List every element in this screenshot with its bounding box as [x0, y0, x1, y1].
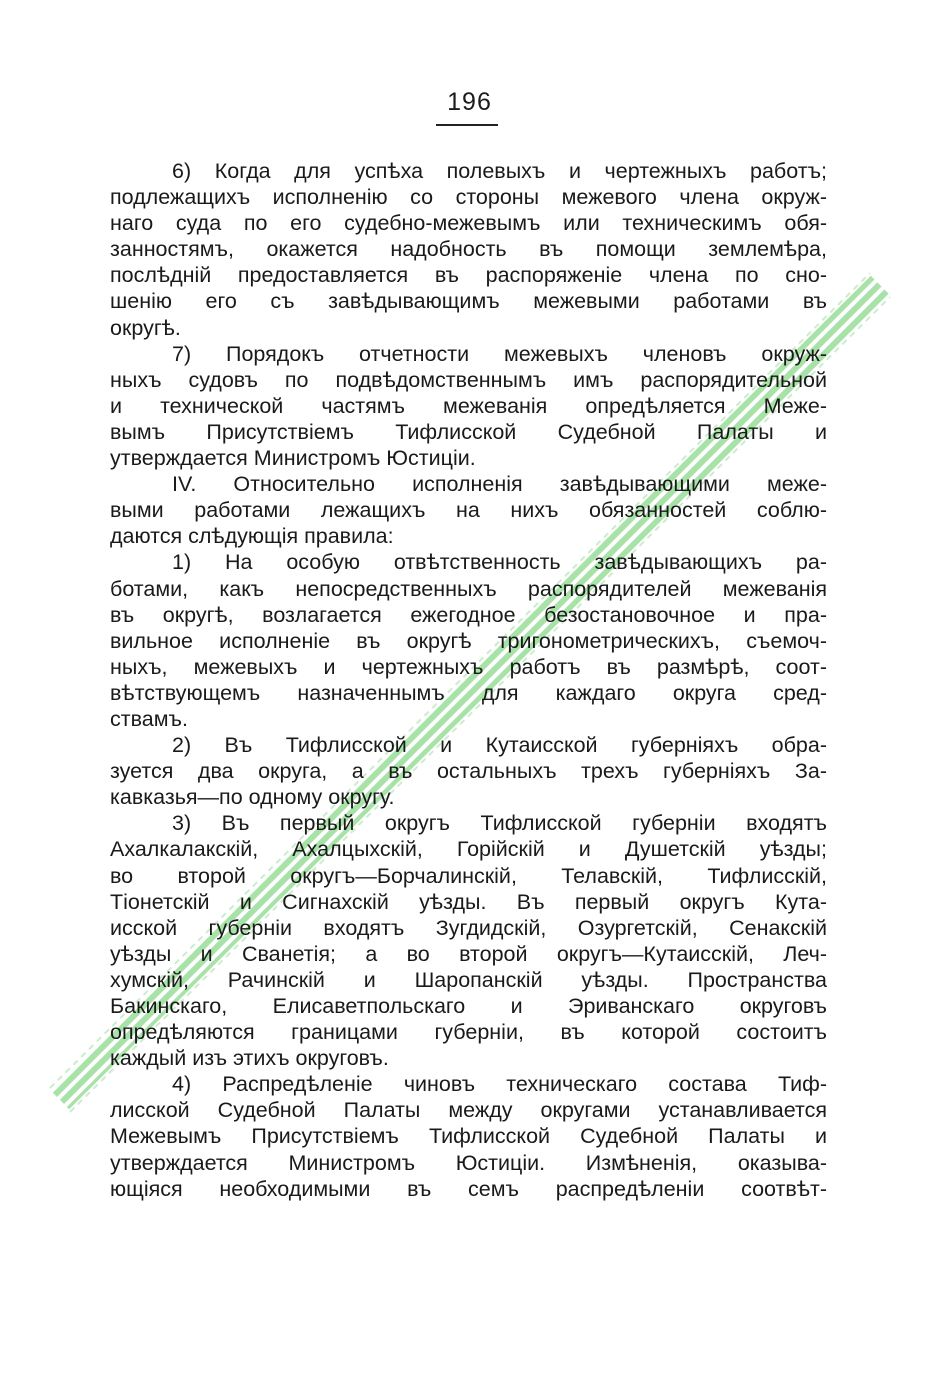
text-line: хумскій, Рачинскій и Шаропанскій уѣзды. Пространства — [110, 967, 827, 992]
text-line: 4) Распредѣленіе чиновъ техническаго состава Тиф- — [172, 1072, 827, 1097]
text-line: Ахалкалакскій, Ахалцыхскій, Горійскій и Душетскій уѣзды; — [110, 837, 827, 862]
paragraph — [110, 341, 827, 471]
paragraph — [110, 471, 827, 549]
text-line: во второй округъ—Борчалинскій, Телавскій, Тифлисскій, — [110, 863, 827, 888]
text-line: вымъ Присутствіемъ Тифлисской Судебной Палаты и — [110, 419, 827, 444]
text-line: шенію его съ завѣдывающимъ межевыми работами въ — [110, 289, 827, 314]
paragraph — [110, 1071, 827, 1201]
text-line: въ округѣ, возлагается ежегодное безостановочное и пра- — [110, 602, 827, 627]
text-line: Межевымъ Присутствіемъ Тифлисской Судебной Палаты и — [110, 1124, 827, 1149]
text-line: ныхъ, межевыхъ и чертежныхъ работъ въ размѣрѣ, соот- — [110, 654, 827, 679]
text-line: наго суда по его судебно-межевымъ или техническимъ обя- — [110, 211, 827, 236]
text-line: ствамъ. — [110, 706, 188, 731]
text-line: 2) Въ Тифлисской и Кутаисской губерніяхъ обра- — [172, 733, 827, 758]
text-line: каждый изъ этихъ округовъ. — [110, 1046, 389, 1071]
text-line: 7) Порядокъ отчетности межевыхъ членовъ окруж- — [172, 341, 827, 366]
text-line: Бакинскаго, Елисаветпольскаго и Эриванскаго округовъ — [110, 994, 827, 1018]
text-line: вильное исполненіе въ округѣ тригонометрическихъ, съемоч- — [110, 628, 827, 653]
text-line: утверждается Министромъ Юстиціи. — [110, 446, 476, 471]
text-line: опредѣляются границами губерніи, въ которой состоитъ — [110, 1020, 827, 1045]
paragraph — [110, 810, 827, 1071]
page-number: 196 — [447, 88, 492, 116]
text-line: утверждается Министромъ Юстиціи. Измѣненія, оказыва- — [110, 1150, 827, 1175]
text-line: 1) На особую отвѣтственность завѣдывающихъ ра- — [172, 550, 827, 575]
paragraph — [110, 732, 827, 810]
text-line: лисской Судебной Палаты между округами устанавливается — [110, 1098, 827, 1123]
text-line: ботами, какъ непосредственныхъ распорядителей межеванія — [110, 576, 827, 601]
text-line: ныхъ судовъ по подвѣдомственнымъ имъ распорядительной — [110, 367, 827, 392]
text-line: округѣ. — [110, 315, 181, 340]
text-line: кавказья—по одному округу. — [110, 785, 395, 810]
text-line: вѣтствующемъ назначеннымъ для каждаго округа сред- — [110, 680, 827, 705]
text-line: послѣдній предоставляется въ распоряженіе члена по сно- — [110, 263, 827, 288]
text-line: и технической частямъ межеванія опредѣляется Меже- — [110, 393, 827, 418]
text-line: зуется два округа, а въ остальныхъ трехъ губерніяхъ За- — [110, 759, 827, 784]
text-line: 3) Въ первый округъ Тифлисской губерніи входятъ — [172, 811, 827, 836]
paragraph — [110, 158, 827, 341]
text-line: даются слѣдующія правила: — [110, 524, 394, 549]
text-line: исской губерніи входятъ Зугдидскій, Озургетскій, Сенакскій — [110, 915, 827, 940]
page-number-rule — [436, 124, 498, 126]
document-body — [110, 158, 827, 1202]
paragraph — [110, 549, 827, 732]
text-line: IV. Относительно исполненія завѣдывающими меже- — [172, 472, 827, 497]
text-line: ющіяся необходимыми въ семъ распредѣленіи соотвѣт- — [110, 1176, 827, 1201]
text-line: Тіонетскій и Сигнахскій уѣзды. Въ первый округъ Кута- — [110, 889, 827, 914]
text-line: выми работами лежащихъ на нихъ обязанностей соблю- — [110, 498, 827, 523]
text-line: подлежащихъ исполненію со стороны межевого члена окруж- — [110, 185, 827, 210]
text-line: уѣзды и Сванетія; а во второй округъ—Кутаисскій, Леч- — [110, 941, 827, 966]
text-line: занностямъ, окажется надобность въ помощи землемѣра, — [110, 237, 827, 262]
text-line: 6) Когда для успѣха полевыхъ и чертежныхъ работъ; — [172, 159, 827, 183]
